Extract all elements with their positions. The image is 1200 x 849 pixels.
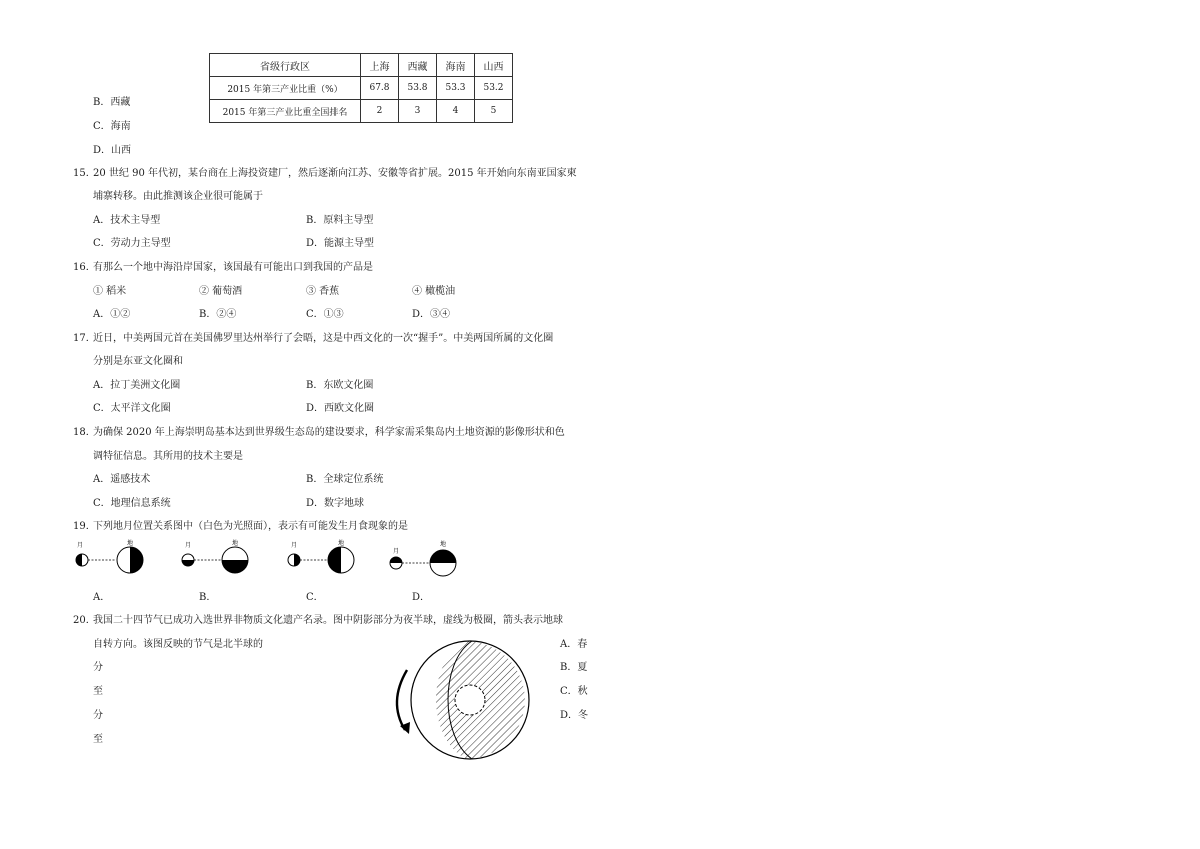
q20-option-a: A．春 bbox=[560, 639, 588, 650]
table-cell: 2015 年第三产业比重（%） bbox=[210, 77, 361, 100]
earth-label: 地 bbox=[439, 541, 447, 548]
q15-option-c: C．劳动力主导型 bbox=[93, 238, 171, 249]
table-cell: 2015 年第三产业比重全国排名 bbox=[210, 100, 361, 123]
q20-earth-diagram bbox=[390, 632, 565, 772]
question-number: 15． bbox=[73, 168, 96, 179]
earth-label: 地 bbox=[126, 540, 134, 547]
q16-item-3: ③ 香蕉 bbox=[306, 286, 340, 297]
q16-option-d: D．③④ bbox=[412, 309, 451, 320]
table-cell: 53.8 bbox=[399, 77, 437, 100]
q20-fragment: 分 bbox=[93, 662, 103, 673]
moon-label: 月 bbox=[392, 548, 400, 555]
q16-item-4: ④ 橄榄油 bbox=[412, 286, 456, 297]
table-header-cell: 上海 bbox=[361, 54, 399, 77]
earth-night-side bbox=[222, 560, 248, 573]
table-row bbox=[210, 77, 513, 100]
table-header-row bbox=[210, 54, 513, 77]
q15-stem-line2: 埔寨转移。由此推测该企业很可能属于 bbox=[93, 191, 263, 202]
q19-option-b: B． bbox=[199, 592, 217, 603]
q17-stem-line2: 分别是东亚文化圈和 bbox=[93, 356, 183, 367]
table-header-cell: 西藏 bbox=[399, 54, 437, 77]
q18-option-a: A．遥感技术 bbox=[93, 474, 151, 485]
earth-night-side bbox=[130, 547, 143, 573]
rotation-arrow bbox=[397, 670, 407, 730]
industry-share-table bbox=[209, 53, 513, 123]
q17-option-b: B．东欧文化圈 bbox=[306, 380, 374, 391]
q18-option-d: D．数字地球 bbox=[306, 498, 365, 509]
table-cell: 5 bbox=[475, 100, 513, 123]
q19-diagram-b bbox=[177, 535, 257, 583]
q19-option-d: D． bbox=[412, 592, 431, 603]
earth-night-side bbox=[430, 550, 456, 563]
q17-option-d: D．西欧文化圈 bbox=[306, 403, 375, 414]
q19-diagram-c bbox=[283, 535, 363, 583]
polar-circle bbox=[455, 685, 485, 715]
earth-night-side bbox=[328, 547, 341, 573]
moon-night-side bbox=[76, 554, 82, 566]
q20-fragment: 分 bbox=[93, 710, 103, 721]
q18-option-b: B．全球定位系统 bbox=[306, 474, 384, 485]
q16-option-c: C．①③ bbox=[306, 309, 344, 320]
table-cell: 67.8 bbox=[361, 77, 399, 100]
q20-option-d: D．冬 bbox=[560, 710, 589, 721]
table-header-cell: 山西 bbox=[475, 54, 513, 77]
moon-label: 月 bbox=[290, 542, 298, 549]
earth-label: 地 bbox=[337, 540, 345, 547]
q20-fragment: 至 bbox=[93, 686, 103, 697]
q18-stem-line2: 调特征信息。其所用的技术主要是 bbox=[93, 451, 243, 462]
table-cell: 2 bbox=[361, 100, 399, 123]
table-header-cell: 海南 bbox=[437, 54, 475, 77]
q14-option-d: D．山西 bbox=[93, 145, 132, 156]
table-row bbox=[210, 100, 513, 123]
q20-fragment: 至 bbox=[93, 734, 103, 745]
moon-label: 月 bbox=[76, 542, 84, 549]
q15-option-d: D．能源主导型 bbox=[306, 238, 375, 249]
q19-diagram-d bbox=[385, 535, 465, 583]
q20-stem-line2: 自转方向。该图反映的节气是北半球的 bbox=[93, 639, 263, 650]
q16-item-1: ① 稻米 bbox=[93, 286, 127, 297]
q15-option-a: A．技术主导型 bbox=[93, 215, 161, 226]
table-cell: 4 bbox=[437, 100, 475, 123]
moon-night-side bbox=[294, 554, 300, 566]
q20-option-b: B．夏 bbox=[560, 662, 588, 673]
q18-option-c: C．地理信息系统 bbox=[93, 498, 171, 509]
question-number: 17． bbox=[73, 333, 96, 344]
question-number: 16． bbox=[73, 262, 96, 273]
q19-option-c: C． bbox=[306, 592, 324, 603]
question-number: 18． bbox=[73, 427, 96, 438]
table-cell: 53.3 bbox=[437, 77, 475, 100]
q19-option-a: A． bbox=[93, 592, 111, 603]
q19-diagram-a bbox=[70, 535, 150, 583]
q16-item-2: ② 葡萄酒 bbox=[199, 286, 243, 297]
q20-stem-line1: 我国二十四节气已成功入选世界非物质文化遗产名录。图中阴影部分为夜半球，虚线为极圈，箭头表示地球 bbox=[93, 615, 563, 626]
q17-option-c: C．太平洋文化圈 bbox=[93, 403, 171, 414]
table-cell: 53.2 bbox=[475, 77, 513, 100]
q19-stem: 下列地月位置关系图中（白色为光照面），表示有可能发生月食现象的是 bbox=[93, 521, 408, 532]
q17-option-a: A．拉丁美洲文化圈 bbox=[93, 380, 181, 391]
q16-stem: 有那么一个地中海沿岸国家，该国最有可能出口到我国的产品是 bbox=[93, 262, 373, 273]
earth-label: 地 bbox=[231, 540, 239, 547]
q20-option-c: C．秋 bbox=[560, 686, 588, 697]
moon-night-side bbox=[390, 557, 402, 563]
table-cell: 3 bbox=[399, 100, 437, 123]
question-number: 20． bbox=[73, 615, 96, 626]
q16-option-b: B．②④ bbox=[199, 309, 237, 320]
q15-stem-line1: 20 世纪 90 年代初，某台商在上海投资建厂，然后逐渐向江苏、安徽等省扩展。2015 年开始向东南亚国家柬 bbox=[93, 168, 577, 179]
q14-option-c: C．海南 bbox=[93, 121, 131, 132]
table-header-cell: 省级行政区 bbox=[210, 54, 361, 77]
q14-option-b: B．西藏 bbox=[93, 97, 131, 108]
q16-option-a: A．①② bbox=[93, 309, 131, 320]
moon-label: 月 bbox=[184, 542, 192, 549]
q15-option-b: B．原料主导型 bbox=[306, 215, 374, 226]
question-number: 19． bbox=[73, 521, 96, 532]
q18-stem-line1: 为确保 2020 年上海崇明岛基本达到世界级生态岛的建设要求，科学家需采集岛内土地资源的影像形状和色 bbox=[93, 427, 565, 438]
q17-stem-line1: 近日，中美两国元首在美国佛罗里达州举行了会晤，这是中西文化的一次“握手”。中美两国所属的文化圈 bbox=[93, 333, 554, 344]
moon-night-side bbox=[182, 560, 194, 566]
